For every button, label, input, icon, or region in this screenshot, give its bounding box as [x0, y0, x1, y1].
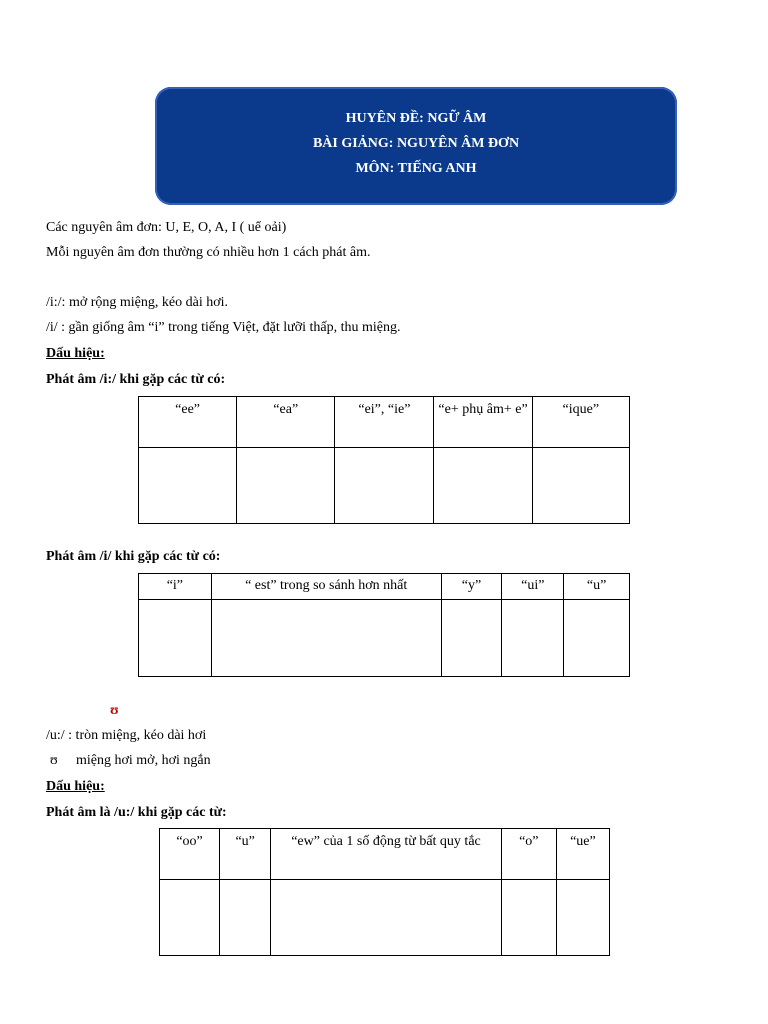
intro-vowels: Các nguyên âm đơn: U, E, O, A, I ( uể oải)	[46, 220, 287, 235]
table-cell	[139, 600, 212, 677]
table-cell: “u”	[220, 829, 271, 880]
table-cell	[271, 880, 502, 956]
title-banner	[155, 87, 677, 205]
short-i-table	[138, 573, 630, 677]
table-header-row	[160, 829, 610, 880]
table-cell	[237, 448, 335, 524]
u-symbol: ʊ	[110, 703, 119, 718]
table-empty-row	[139, 448, 630, 524]
long-u-description: /u:/ : tròn miệng, kéo dài hơi	[46, 728, 207, 743]
long-i-description: /i:/: mở rộng miệng, kéo dài hơi.	[46, 295, 229, 310]
short-i-heading: Phát âm /i/ khi gặp các từ có:	[46, 549, 221, 564]
sign-heading-u: Dấu hiệu:	[46, 779, 105, 794]
table-empty-row	[160, 880, 610, 956]
table-cell: “ei”, “ie”	[335, 397, 434, 448]
table-cell: “y”	[441, 574, 502, 600]
table-cell	[501, 880, 556, 956]
table-cell	[564, 600, 630, 677]
long-i-table	[138, 396, 630, 524]
table-cell	[160, 880, 220, 956]
long-u-table	[159, 828, 610, 956]
table-header-row	[139, 574, 630, 600]
topic-title: HUYÊN ĐỀ: NGỮ ÂM	[345, 111, 487, 126]
table-cell: “ea”	[237, 397, 335, 448]
subject-title: MÔN: TIẾNG ANH	[355, 161, 477, 176]
short-u-description: miệng hơi mở, hơi ngắn	[76, 753, 211, 768]
table-cell	[556, 880, 609, 956]
table-cell: “ee”	[139, 397, 237, 448]
table-cell: “ est” trong so sánh hơn nhất	[211, 574, 441, 600]
table-header-row	[139, 397, 630, 448]
table-cell	[335, 448, 434, 524]
table-cell: “ue”	[556, 829, 609, 880]
table-cell: “o”	[501, 829, 556, 880]
short-u-symbol: ʊ	[50, 753, 58, 768]
table-cell: “i”	[139, 574, 212, 600]
intro-note: Mỗi nguyên âm đơn thường có nhiều hơn 1 cách phát âm.	[46, 245, 371, 260]
table-cell	[211, 600, 441, 677]
table-cell	[532, 448, 629, 524]
table-cell: “ew” của 1 số động từ bất quy tắc	[271, 829, 502, 880]
table-cell: “ique”	[532, 397, 629, 448]
table-cell	[441, 600, 502, 677]
table-cell	[220, 880, 271, 956]
short-i-description: /i/ : gần giống âm “i” trong tiếng Việt, đặt lưỡi thấp, thu miệng.	[46, 320, 401, 335]
table-cell: “oo”	[160, 829, 220, 880]
table-cell	[139, 448, 237, 524]
table-empty-row	[139, 600, 630, 677]
long-u-heading: Phát âm là /u:/ khi gặp các từ:	[46, 805, 227, 820]
table-cell: “e+ phụ âm+ e”	[434, 397, 532, 448]
lesson-title: BÀI GIẢNG: NGUYÊN ÂM ĐƠN	[312, 136, 520, 151]
table-cell: “ui”	[502, 574, 564, 600]
table-cell	[434, 448, 532, 524]
sign-heading-i: Dấu hiệu:	[46, 346, 105, 361]
table-cell	[502, 600, 564, 677]
table-cell: “u”	[564, 574, 630, 600]
long-i-heading: Phát âm /i:/ khi gặp các từ có:	[46, 372, 226, 387]
